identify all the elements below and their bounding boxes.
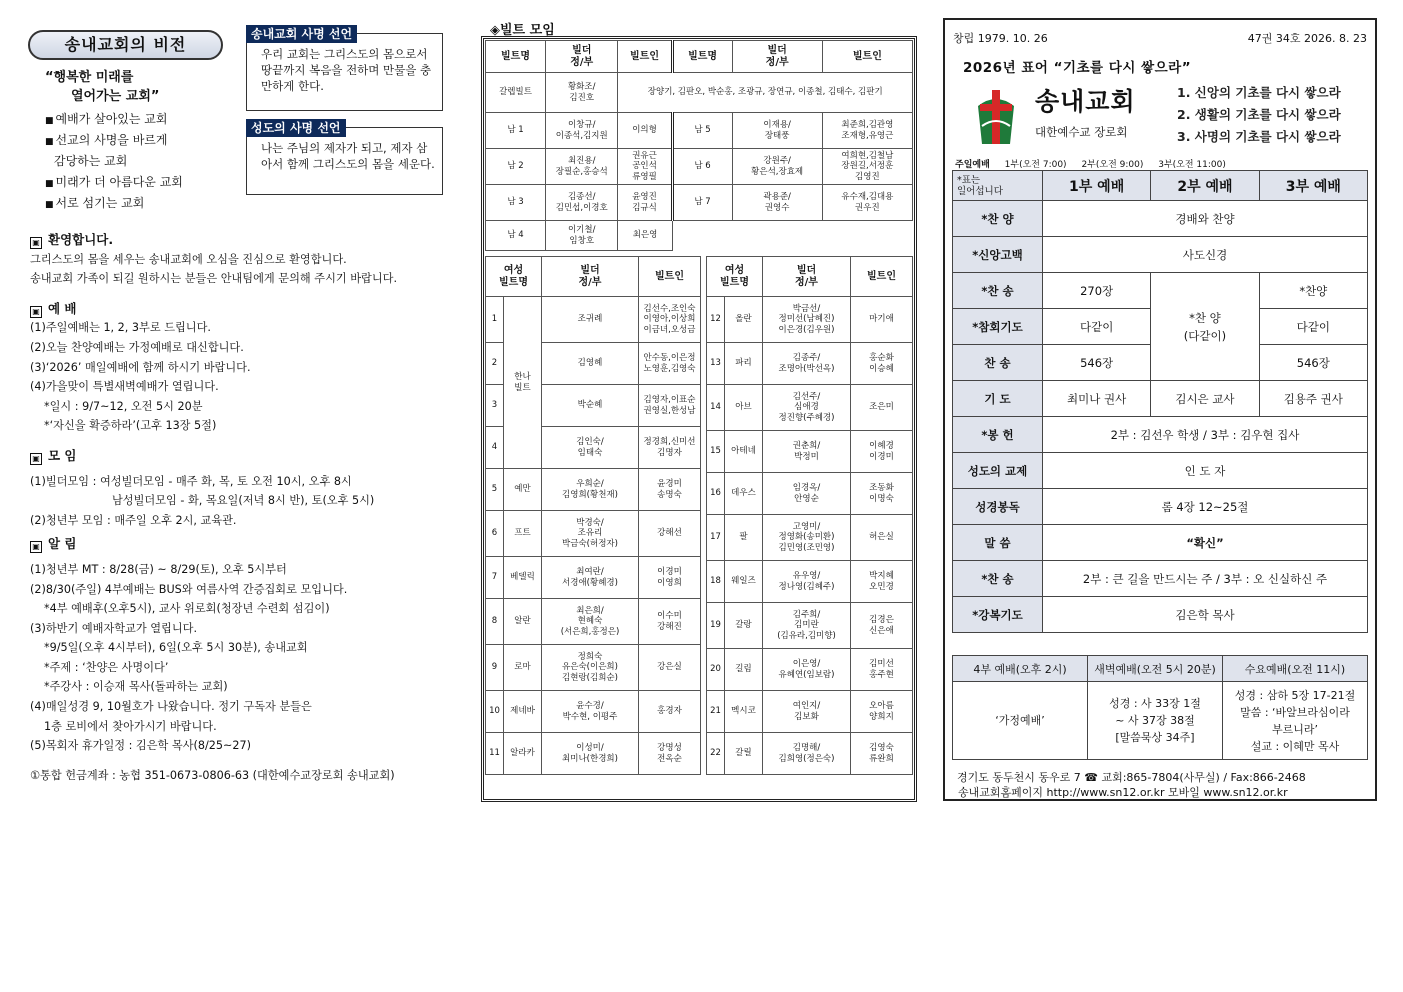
women-built-leader: 임경옥/ 안영순 <box>763 473 851 515</box>
meeting-line: (1)빌더모임 : 여성빌더모임 - 매주 화, 목, 토 오전 10시, 오후 8시 <box>30 474 352 488</box>
order-label: *봉 헌 <box>953 417 1043 453</box>
vision-item: 감당하는 교회 <box>54 154 128 168</box>
slogan-line: 열어가는 교회” <box>71 89 160 104</box>
notice-line: (3)하반기 예배자학교가 열립니다. <box>30 621 198 635</box>
women-built-number: 21 <box>707 691 725 733</box>
order-value: 김용주 권사 <box>1259 381 1367 417</box>
worship-order-table <box>952 170 1368 633</box>
order-value: 롬 4장 12~25절 <box>1043 489 1368 525</box>
men-built-members: 장양기, 김판오, 박순홍, 조광규, 장연규, 이종철, 김태수, 김판기 <box>618 73 913 113</box>
order-value: 김시은 교사 <box>1151 381 1259 417</box>
women-built-number: 10 <box>486 691 504 733</box>
men-cell: 최은영 <box>618 221 672 251</box>
meeting-line: (2)청년부 모임 : 매주일 오후 2시, 교육관. <box>30 513 237 527</box>
address: 경기도 동두천시 동우로 7 ☎ 교회:865-7804(사무실) / Fax:866-2468 <box>957 771 1306 784</box>
dawn-service-content: 성경 : 사 33장 1절 ~ 사 37장 38절 [말씀묵상 34주] <box>1088 682 1223 760</box>
women-built-members: 홍순화 이승혜 <box>851 343 913 385</box>
order-label: 말 씀 <box>953 525 1043 561</box>
order-value: 다같이 <box>1259 309 1367 345</box>
meeting-line: 남성빌더모임 - 화, 목요일(저녁 8시 반), 토(오후 5시) <box>112 494 375 508</box>
order-value: 2부 : 큰 길을 만드시는 주 / 3부 : 오 신실하신 주 <box>1043 561 1368 597</box>
men-cell: 최진용/ 장필순,홍승석 <box>546 149 618 185</box>
notice-line: *9/5일(오후 4시부터), 6일(오후 5시 30분), 송내교회 <box>44 641 308 655</box>
vision-title: 송내교회의 비전 <box>28 30 223 60</box>
women-built-leader: 김영혜 <box>542 343 639 385</box>
women-built-leader: 박순혜 <box>542 385 639 427</box>
order-label: *참회기도 <box>953 309 1043 345</box>
men-cell: 곽용준/ 권영수 <box>732 185 822 221</box>
women-built-name: 웨일즈 <box>725 561 763 603</box>
women-built-members: 김선수,조인숙 이영아,이상희 이금녀,오성금 <box>639 297 701 343</box>
women-built-members: 윤경미 송명숙 <box>639 469 701 511</box>
service-1-header: 1부 예배 <box>1043 171 1151 201</box>
women-built-leader: 최은희/ 현혜숙 (서은희,홍정은) <box>542 599 639 645</box>
women-built-name: 로마 <box>504 645 542 691</box>
vision-item: ■ 미래가 더 아름다운 교회 <box>45 173 183 194</box>
women-built-leader: 조귀례 <box>542 297 639 343</box>
women-built-name: 제네바 <box>504 691 542 733</box>
worship-line: (2)오늘 찬양예배는 가정예배로 대신합니다. <box>30 340 244 354</box>
women-built-members: 김영자,이표순 권영실,한성남 <box>639 385 701 427</box>
women-built-members: 김미선 홍주현 <box>851 649 913 691</box>
goals-list <box>1177 82 1341 148</box>
notice-line: *4부 예배후(오후5시), 교사 위로회(청장년 수련회 섬김이) <box>44 602 330 616</box>
church-mission-box <box>246 27 443 111</box>
women-built-leader: 최여란/ 서경애(황혜경) <box>542 557 639 599</box>
men-built-leader: 황화조/ 김진호 <box>546 73 618 113</box>
dawn-service-header: 새벽예배(오전 5시 20분) <box>1088 656 1223 682</box>
wednesday-service-header: 수요예배(오전 11시) <box>1223 656 1368 682</box>
women-built-leader: 우희순/ 김영희(황천재) <box>542 469 639 511</box>
women-built-members: 이수미 강해진 <box>639 599 701 645</box>
founded-date: 창립 1979. 10. 26 <box>953 32 1048 45</box>
contact-info <box>957 770 1306 800</box>
women-built-number: 13 <box>707 343 725 385</box>
women-built-number: 22 <box>707 733 725 775</box>
women-built-leader: 이성미/ 최미나(한경희) <box>542 733 639 775</box>
men-cell: 유수재,김대용 권우진 <box>822 185 912 221</box>
women-built-name: 길림 <box>725 649 763 691</box>
women-col-header: 여성 빌트명 <box>486 257 542 297</box>
women-built-leader: 박금선/ 정미선(남혜진) 이은경(김우원) <box>763 297 851 343</box>
women-built-table-right <box>706 256 913 775</box>
church-name: 송내교회 <box>1035 87 1136 116</box>
women-built-leader: 여인지/ 김보화 <box>763 691 851 733</box>
women-built-leader: 이은영/ 유혜연(임보람) <box>763 649 851 691</box>
men-cell <box>822 221 912 251</box>
women-built-leader: 권춘희/ 박정미 <box>763 431 851 473</box>
order-value: 다같이 <box>1043 309 1151 345</box>
church-mission-title: 송내교회 사명 선언 <box>246 25 357 43</box>
welcome-line: 송내교회 가족이 되길 원하시는 분들은 안내팀에게 문의해 주시기 바랍니다. <box>30 272 398 286</box>
men-cell: 남 1 <box>486 113 546 149</box>
order-value: 최미나 권사 <box>1043 381 1151 417</box>
year-motto: 2026년 표어 “기초를 다시 쌓으라” <box>963 60 1192 76</box>
women-built-number: 12 <box>707 297 725 343</box>
women-built-members: 이혜경 이경미 <box>851 431 913 473</box>
women-built-members: 조동화 이명숙 <box>851 473 913 515</box>
women-built-number: 1 <box>486 297 504 343</box>
women-built-leader: 유우영/ 정나영(김혜주) <box>763 561 851 603</box>
notice-line: *주제 : ‘찬양은 사명이다’ <box>44 660 169 674</box>
men-col-header: 빌트인 <box>822 41 912 73</box>
service-2-header: 2부 예배 <box>1151 171 1259 201</box>
women-built-name: 베델릭 <box>504 557 542 599</box>
built-panel <box>481 36 917 802</box>
men-cell: 김종선/ 김민섭,이경호 <box>546 185 618 221</box>
women-built-leader: 정희숙 유은숙(이은희) 김현랑(김희순) <box>542 645 639 691</box>
issue-number: 47권 34호 2026. 8. 23 <box>1247 32 1367 45</box>
worship-subline: *일시 : 9/7~12, 오전 5시 20분 <box>44 399 203 413</box>
men-cell: 남 2 <box>486 149 546 185</box>
worship-line: (4)가을맞이 특별새벽예배가 열립니다. <box>30 380 219 394</box>
men-cell: 이기철/ 임창호 <box>546 221 618 251</box>
stand-note: *표는 일어섭니다 <box>953 171 1043 201</box>
women-built-leader: 김선주/ 심애경 정진향(주혜경) <box>763 385 851 431</box>
men-cell: 남 4 <box>486 221 546 251</box>
women-built-members: 홍경자 <box>639 691 701 733</box>
men-built-table <box>485 40 913 251</box>
worship-title: ▣ 예 배 <box>30 299 450 319</box>
women-col-header: 빌트인 <box>851 257 913 297</box>
women-built-leader: 고영미/ 정영화(송미환) 김민영(조민영) <box>763 515 851 561</box>
women-built-number: 15 <box>707 431 725 473</box>
men-col-header: 빌트인 <box>618 41 672 73</box>
order-value: 사도신경 <box>1043 237 1368 273</box>
goal-item: 2. 생활의 기초를 다시 쌓으라 <box>1177 107 1341 122</box>
vision-list <box>45 110 183 215</box>
goal-item: 3. 사명의 기초를 다시 쌓으라 <box>1177 129 1341 144</box>
women-col-header: 빌더 정/부 <box>763 257 851 297</box>
order-value: 546장 <box>1043 345 1151 381</box>
section-box-icon: ▣ <box>30 306 42 318</box>
vision-slogan <box>45 68 159 106</box>
women-built-members: 마기애 <box>851 297 913 343</box>
denomination: 대한예수교 장로회 <box>1035 125 1128 139</box>
women-built-name: 갈랑 <box>725 603 763 649</box>
men-built-name: 갈렙빌트 <box>486 73 546 113</box>
order-value: 인 도 자 <box>1043 453 1368 489</box>
men-col-header: 빌더 정/부 <box>732 41 822 73</box>
women-built-leader: 박경숙/ 조유리 박금숙(허정자) <box>542 511 639 557</box>
women-built-number: 19 <box>707 603 725 649</box>
women-built-members: 정경희,신미선 김명자 <box>639 427 701 469</box>
men-cell: 이창규/ 이종석,김지원 <box>546 113 618 149</box>
men-cell: 이의형 <box>618 113 672 149</box>
women-built-number: 9 <box>486 645 504 691</box>
order-label: *찬 양 <box>953 201 1043 237</box>
women-built-number: 2 <box>486 343 504 385</box>
men-cell: 최준희,김관영 조재형,유영근 <box>822 113 912 149</box>
worship-subline: *‘자신을 확증하라’(고후 13장 5절) <box>44 419 217 433</box>
women-built-name: 프트 <box>504 511 542 557</box>
women-built-name: 멕시코 <box>725 691 763 733</box>
women-built-table-left <box>485 256 701 775</box>
women-col-header: 빌트인 <box>639 257 701 297</box>
order-value: 2부 : 김선우 학생 / 3부 : 김우현 집사 <box>1043 417 1368 453</box>
women-col-header: 빌더 정/부 <box>542 257 639 297</box>
offering-account: ①통합 헌금계좌 : 농협 351-0673-0806-63 (대한예수교장로회 송내교회) <box>30 768 395 782</box>
notice-line: (4)매일성경 9, 10월호가 나왔습니다. 정기 구독자 분들은 <box>30 700 312 714</box>
service-4-header: 4부 예배(오후 2시) <box>953 656 1088 682</box>
women-built-number: 8 <box>486 599 504 645</box>
women-built-members: 김영숙 류완희 <box>851 733 913 775</box>
order-value: *찬양 <box>1259 273 1367 309</box>
notice-line: 1층 로비에서 찾아가시기 바랍니다. <box>44 719 217 733</box>
women-built-name: 팔 <box>725 515 763 561</box>
goal-item: 1. 신앙의 기초를 다시 쌓으라 <box>1177 85 1341 100</box>
slogan-line: “행복한 미래를 <box>45 70 134 85</box>
women-built-members: 강명성 전옥순 <box>639 733 701 775</box>
women-built-members: 허은실 <box>851 515 913 561</box>
notice-list <box>30 560 450 756</box>
notice-line: (1)청년부 MT : 8/28(금) ~ 8/29(토), 오후 5시부터 <box>30 562 287 576</box>
women-built-name: 알라카 <box>504 733 542 775</box>
men-col-header: 빌트명 <box>672 41 732 73</box>
section-box-icon: ▣ <box>30 453 42 465</box>
women-group-name: 한나 빌트 <box>504 297 542 469</box>
vision-item: ■ 예배가 살아있는 교회 <box>45 110 183 131</box>
women-built-number: 11 <box>486 733 504 775</box>
notice-title: ▣ 알 림 <box>30 534 450 554</box>
order-value: 270장 <box>1043 273 1151 309</box>
men-cell: 여희현,김철남 장원길,서정훈 김영진 <box>822 149 912 185</box>
order-value: 546장 <box>1259 345 1367 381</box>
order-label: *강복기도 <box>953 597 1043 633</box>
women-built-number: 4 <box>486 427 504 469</box>
homepage: 송내교회홈페이지 http://www.sn12.or.kr 모바일 www.sn12.or.kr <box>958 786 1288 799</box>
worship-line: (1)주일예배는 1, 2, 3부로 드립니다. <box>30 321 211 335</box>
women-built-members: 이경미 이영희 <box>639 557 701 599</box>
women-built-name: 올란 <box>725 297 763 343</box>
women-built-number: 16 <box>707 473 725 515</box>
issue-header <box>953 30 1367 46</box>
women-built-name: 예만 <box>504 469 542 511</box>
wednesday-service-content: 성경 : 삼하 5장 17-21절 말씀 : ‘바알브라심이라 부르니라’ 설교 : 이혜만 목사 <box>1223 682 1368 760</box>
men-cell: 남 7 <box>672 185 732 221</box>
meeting-title: ▣ 모 임 <box>30 446 450 466</box>
women-built-number: 20 <box>707 649 725 691</box>
welcome-line: 그리스도의 몸을 세우는 송내교회에 오심을 진심으로 환영합니다. <box>30 252 347 266</box>
women-built-name: 아테네 <box>725 431 763 473</box>
order-label: 기 도 <box>953 381 1043 417</box>
women-built-name: 데우스 <box>725 473 763 515</box>
women-built-leader: 김주희/ 김미란 (김유라,김미향) <box>763 603 851 649</box>
notice-line: (5)목회자 휴가일정 : 김은학 목사(8/25~27) <box>30 739 251 753</box>
order-label: 찬 송 <box>953 345 1043 381</box>
women-col-header: 여성 빌트명 <box>707 257 763 297</box>
church-logo-icon <box>972 86 1020 148</box>
church-mission-text: 우리 교회는 그리스도의 몸으로서 땅끝까지 복음을 전하며 만물을 충만하게 한다. <box>261 47 432 93</box>
men-cell: 남 5 <box>672 113 732 149</box>
women-built-number: 14 <box>707 385 725 431</box>
women-built-number: 6 <box>486 511 504 557</box>
women-built-number: 17 <box>707 515 725 561</box>
women-built-name: 아브 <box>725 385 763 431</box>
notice-line: *주강사 : 이승재 목사(돌파하는 교회) <box>44 680 228 694</box>
order-value: 경배와 찬양 <box>1043 201 1368 237</box>
women-built-number: 18 <box>707 561 725 603</box>
men-col-header: 빌더 정/부 <box>546 41 618 73</box>
order-label: 성경봉독 <box>953 489 1043 525</box>
men-cell: 남 6 <box>672 149 732 185</box>
women-built-members: 조은미 <box>851 385 913 431</box>
women-built-name: 파리 <box>725 343 763 385</box>
service-4-content: ‘가정예배’ <box>953 682 1088 760</box>
men-cell: 윤영진 김규식 <box>618 185 672 221</box>
men-cell <box>732 221 822 251</box>
order-value: *찬 양 (다같이) <box>1151 273 1259 381</box>
women-built-name: 갈릴 <box>725 733 763 775</box>
women-built-leader: 김명해/ 김희영(정은숙) <box>763 733 851 775</box>
men-cell: 이재용/ 장태풍 <box>732 113 822 149</box>
notice-line: (2)8/30(주일) 4부예배는 BUS와 여름사역 간증집회로 모입니다. <box>30 582 348 596</box>
women-built-number: 7 <box>486 557 504 599</box>
men-cell: 강원주/ 황은석,장효제 <box>732 149 822 185</box>
women-built-members: 강해선 <box>639 511 701 557</box>
women-built-leader: 김종주/ 조명아(박선옥) <box>763 343 851 385</box>
saints-mission-box <box>246 121 443 195</box>
sermon-title: “확신” <box>1043 525 1368 561</box>
other-services-table <box>952 655 1368 760</box>
sunday-service-times: 주일예배 1부(오전 7:00) 2부(오전 9:00) 3부(오전 11:00) <box>955 160 1226 170</box>
vision-item: ■ 선교의 사명을 바르게 <box>45 131 183 152</box>
men-cell: 남 3 <box>486 185 546 221</box>
section-box-icon: ▣ <box>30 541 42 553</box>
welcome-title: ▣ 환영합니다. <box>30 230 450 250</box>
women-built-number: 3 <box>486 385 504 427</box>
women-built-members: 박지혜 오민경 <box>851 561 913 603</box>
women-built-leader: 윤수경/ 박수현, 이평주 <box>542 691 639 733</box>
order-label: 성도의 교제 <box>953 453 1043 489</box>
section-box-icon: ▣ <box>30 237 42 249</box>
bulletin-cover <box>943 18 1377 801</box>
saints-mission-text: 나는 주님의 제자가 되고, 제자 삼아서 함께 그리스도의 몸을 세운다. <box>261 141 435 171</box>
men-cell: 권유근 공인석 류영필 <box>618 149 672 185</box>
women-built-leader: 김인숙/ 임태숙 <box>542 427 639 469</box>
women-built-members: 안수동,이은정 노영훈,김영숙 <box>639 343 701 385</box>
women-built-members: 김경은 신은애 <box>851 603 913 649</box>
order-label: *찬 송 <box>953 561 1043 597</box>
women-built-members: 오아름 양희지 <box>851 691 913 733</box>
women-built-name: 알란 <box>504 599 542 645</box>
built-meeting-title: ◈빌트 모임 <box>490 23 555 38</box>
order-label: *찬 송 <box>953 273 1043 309</box>
service-3-header: 3부 예배 <box>1259 171 1367 201</box>
men-cell <box>672 221 732 251</box>
women-built-members: 강은실 <box>639 645 701 691</box>
order-value: 김은학 목사 <box>1043 597 1368 633</box>
men-col-header: 빌트명 <box>486 41 546 73</box>
women-built-number: 5 <box>486 469 504 511</box>
announcements <box>30 225 450 785</box>
worship-line: (3)‘2026’ 매일예배에 함께 하시기 바랍니다. <box>30 360 251 374</box>
vision-item: ■ 서로 섬기는 교회 <box>45 194 183 215</box>
order-label: *신앙고백 <box>953 237 1043 273</box>
saints-mission-title: 성도의 사명 선언 <box>246 119 346 137</box>
